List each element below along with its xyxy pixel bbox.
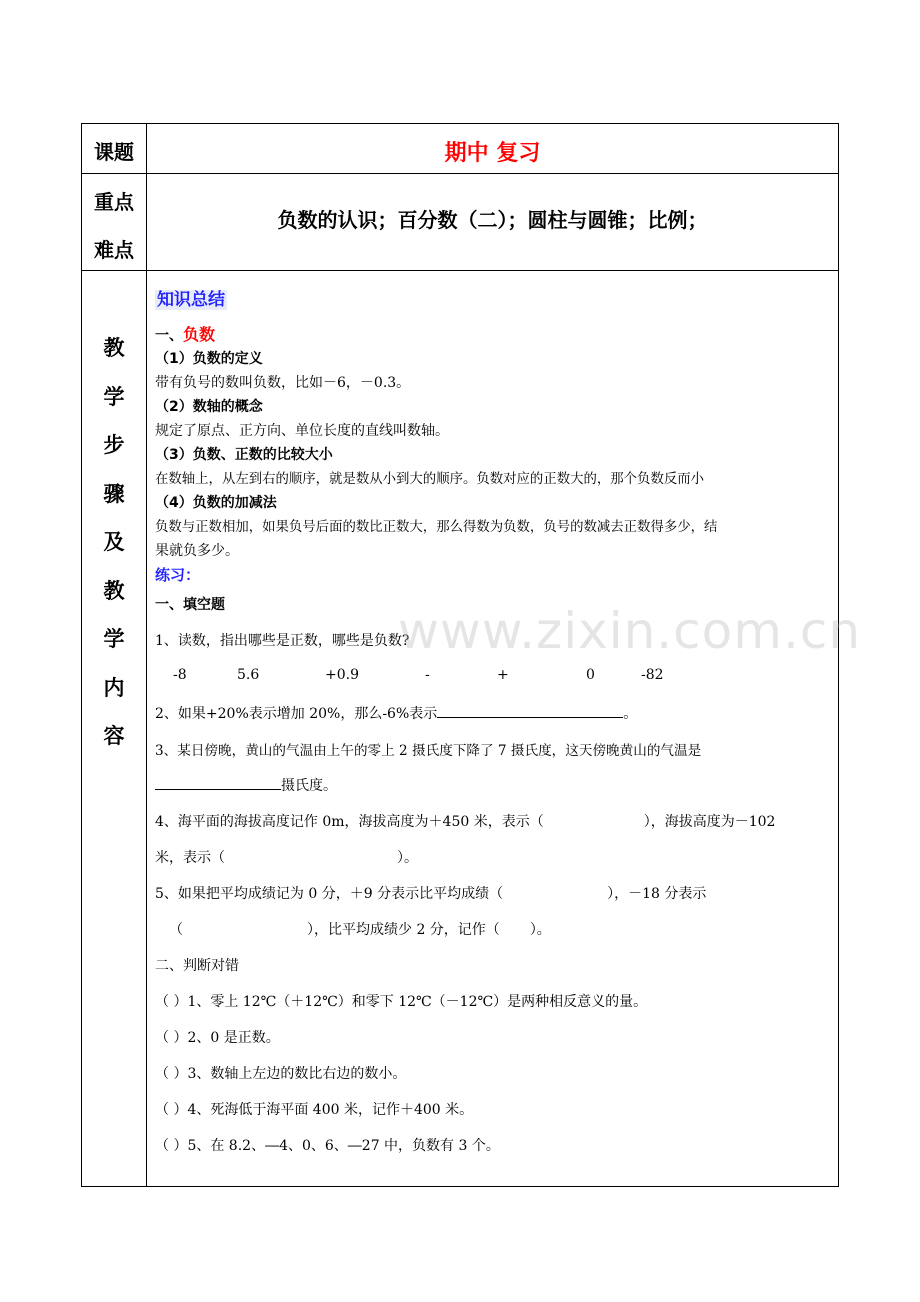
answer-blank[interactable] <box>155 775 281 790</box>
table-column-divider <box>146 124 147 1186</box>
item4-text-2: 果就负多少。 <box>155 543 239 559</box>
question-5-text: 5、如果把平均成绩记为 0 分，＋9 分表示比平均成绩（ <box>155 886 504 902</box>
question-4-text: 4、海平面的海拔高度记作 0m，海拔高度为＋450 米，表示（ <box>155 814 544 830</box>
table-row-divider <box>82 173 838 174</box>
judge-item-5: （ ）5、在 8.2、―4、0、6、―27 中，负数有 3 个。 <box>155 1138 500 1154</box>
question-4-text-b: ），海拔高度为－102 <box>643 814 776 830</box>
section1-title: 负数 <box>183 325 216 344</box>
keypoint-label-1: 重点 <box>94 190 134 214</box>
practice-heading: 练习： <box>155 566 201 584</box>
question-2 <box>155 703 830 723</box>
watermark: www.zixin.com.cn <box>398 602 862 660</box>
table-row-divider <box>82 270 838 271</box>
question-5-text-d: ），比平均成绩少 2 分，记作（ <box>307 922 500 938</box>
steps-label-char: 教 <box>103 578 125 603</box>
question-3-line-2 <box>155 775 830 795</box>
question-5-line-2 <box>155 919 830 939</box>
topic-title: 期中 复习 <box>444 141 541 166</box>
item1-title: （1）负数的定义 <box>155 351 263 367</box>
judge-item-1: （ ）1、零上 12℃（＋12℃）和零下 12℃（－12℃）是两种相反意义的量。 <box>155 994 648 1010</box>
item4-text-1: 负数与正数相加，如果负号后面的数比正数大，那么得数为负数，负号的数减去正数得多少，结 <box>155 520 718 535</box>
item1-text: 带有负号的数叫负数，比如－6，－0.3。 <box>155 375 411 391</box>
topic-label: 课题 <box>94 140 134 164</box>
number-list <box>155 667 830 685</box>
steps-label-char: 容 <box>103 724 125 748</box>
judge-item-4: （ ）4、死海低于海平面 400 米，记作＋400 米。 <box>155 1102 474 1118</box>
answer-blank[interactable] <box>437 703 623 718</box>
steps-label-char: 内 <box>103 675 125 700</box>
number-item: 5.6 <box>237 667 260 683</box>
question-3-end: 摄氏度。 <box>281 778 337 794</box>
question-4-line-2 <box>155 847 830 867</box>
question-5-text-c: （ <box>169 922 183 938</box>
item3-title: （3）负数、正数的比较大小 <box>155 447 333 463</box>
question-4-text-c: 米，表示（ <box>155 850 225 866</box>
judge-item-2: （ ）2、0 是正数。 <box>155 1030 280 1046</box>
steps-label-char: 骤 <box>103 481 125 506</box>
item4-title: （4）负数的加减法 <box>155 495 277 511</box>
number-item: 0 <box>586 667 595 683</box>
steps-label-char: 学 <box>103 627 125 651</box>
steps-label-char: 及 <box>103 530 125 554</box>
steps-label-char: 教 <box>103 336 125 360</box>
question-1: 1、读数，指出哪些是正数，哪些是负数? <box>155 633 410 649</box>
judge-title: 二、判断对错 <box>155 958 239 974</box>
question-4-end: ）。 <box>397 850 418 866</box>
question-2-text: 2、如果+20%表示增加 20%，那么-6%表示 <box>155 706 438 722</box>
fill-title: 一、填空题 <box>155 597 225 613</box>
summary-heading: 知识总结 <box>157 290 225 310</box>
number-item: - <box>425 667 430 683</box>
steps-label-char: 学 <box>103 384 125 409</box>
steps-label <box>82 324 146 761</box>
section1-prefix: 一、 <box>155 328 183 344</box>
number-item: +0.9 <box>325 667 359 683</box>
steps-label-char: 步 <box>103 433 125 457</box>
item3-text: 在数轴上，从左到右的顺序，就是数从小到大的顺序。负数对应的正数大的，那个负数反而小 <box>155 472 705 487</box>
item2-title: （2）数轴的概念 <box>155 399 263 415</box>
question-5-end: ）。 <box>529 922 551 938</box>
question-3-line-1: 3、某日傍晚，黄山的气温由上午的零上 2 摄氏度下降了 7 摄氏度，这天傍晚黄山的气温是 <box>155 743 702 759</box>
number-item: + <box>497 667 509 683</box>
question-5-text-b: ），－18 分表示 <box>607 886 707 902</box>
keypoint-label-2: 难点 <box>94 238 134 262</box>
question-4-line-1 <box>155 811 830 831</box>
question-2-end: 。 <box>623 706 638 722</box>
number-item: -8 <box>173 667 187 683</box>
question-5-line-1 <box>155 883 830 903</box>
item2-text: 规定了原点、正方向、单位长度的直线叫数轴。 <box>155 423 449 439</box>
judge-item-3: （ ）3、数轴上左边的数比右边的数小。 <box>155 1066 407 1082</box>
keypoints-text: 负数的认识；百分数（二）；圆柱与圆锥；比例； <box>277 208 708 232</box>
number-item: -82 <box>641 667 664 683</box>
